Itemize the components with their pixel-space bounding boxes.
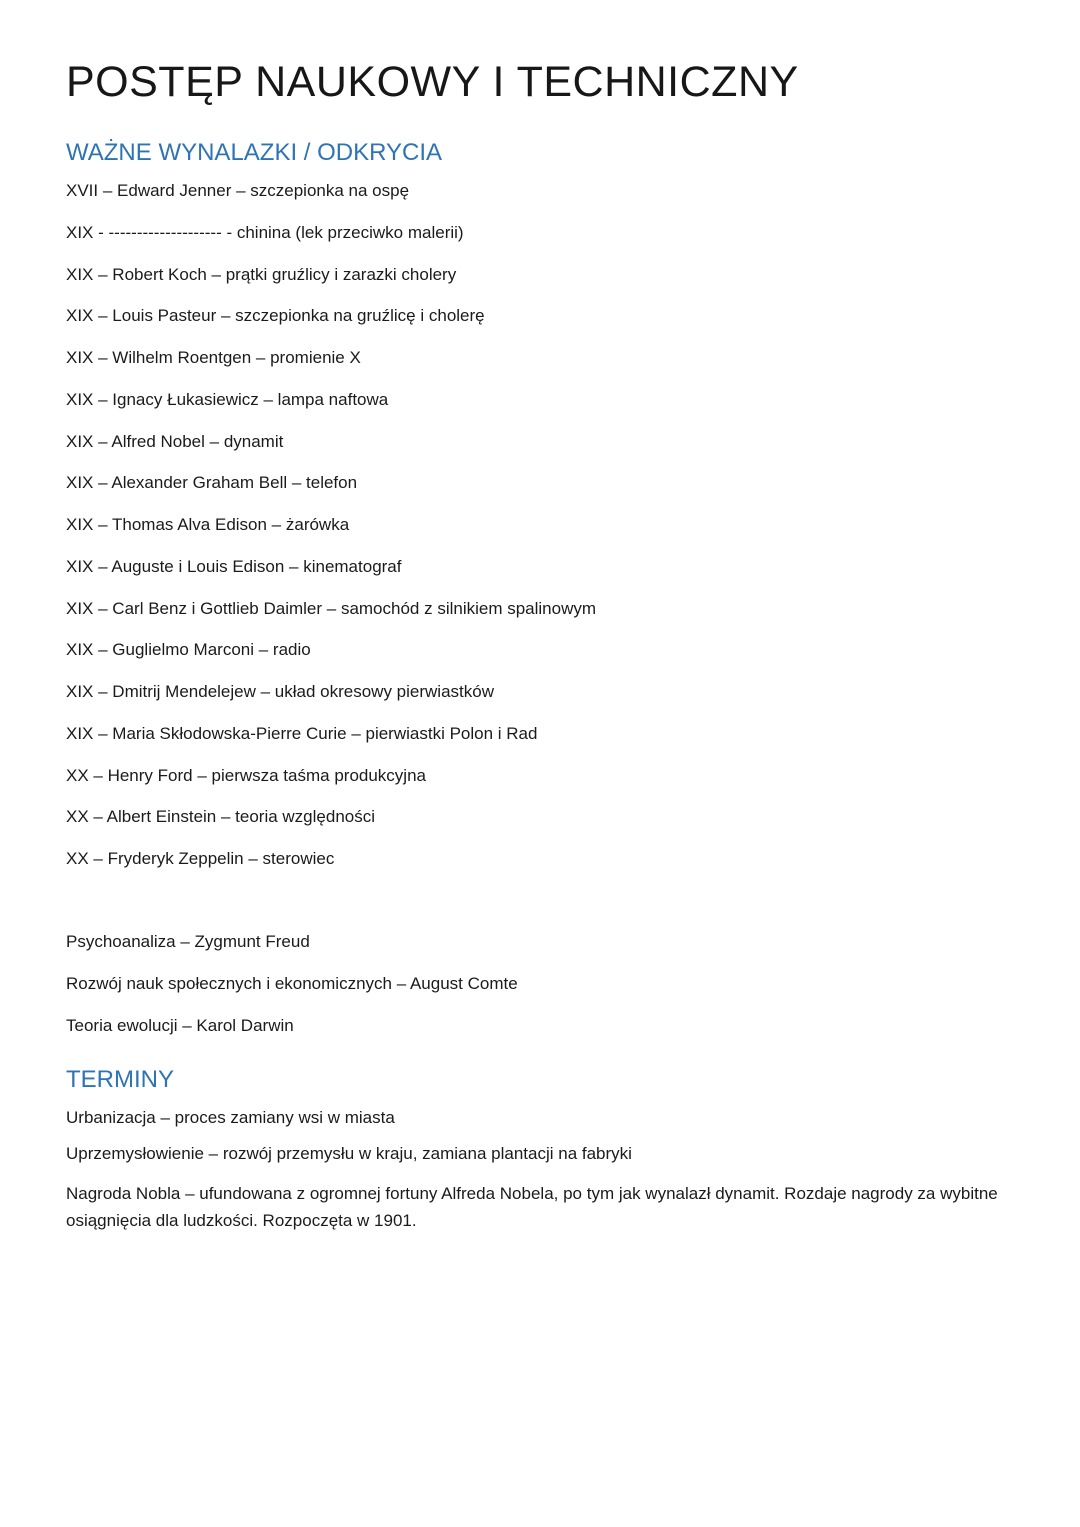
inventions-list — [66, 180, 1014, 869]
list-item: XIX – Alexander Graham Bell – telefon — [66, 473, 358, 493]
section-heading-terms: TERMINY — [66, 1066, 174, 1094]
list-item: XX – Henry Ford – pierwsza taśma produkcyjna — [66, 765, 426, 785]
list-item: XIX – Robert Koch – prątki gruźlicy i zarazki cholery — [66, 264, 457, 284]
page-title: POSTĘP NAUKOWY I TECHNICZNY — [66, 58, 799, 106]
list-item: XIX – Louis Pasteur – szczepionka na gruźlicę i cholerę — [66, 306, 485, 326]
list-item: XVII – Edward Jenner – szczepionka na ospę — [66, 181, 410, 201]
list-item: XIX – Thomas Alva Edison – żarówka — [66, 515, 350, 535]
discoveries-list — [66, 931, 1014, 1036]
term-item: Uprzemysłowienie – rozwój przemysłu w kraju, zamiana plantacji na fabryki — [66, 1144, 632, 1164]
term-item: Urbanizacja – proces zamiany wsi w miasta — [66, 1108, 395, 1128]
list-item: Teoria ewolucji – Karol Darwin — [66, 1015, 294, 1035]
list-item: XIX – Auguste i Louis Edison – kinematograf — [66, 556, 402, 576]
list-item: XIX – Ignacy Łukasiewicz – lampa naftowa — [66, 389, 389, 409]
list-item: XIX – Wilhelm Roentgen – promienie X — [66, 348, 361, 368]
list-item: XX – Fryderyk Zeppelin – sterowiec — [66, 849, 335, 869]
term-item: Nagroda Nobla – ufundowana z ogromnej fortuny Alfreda Nobela, po tym jak wynalazł dynamit. Rozdaje nagrody za wybitne osiągnięcia dla ludzkości. Rozpoczęta w 1901. — [66, 1183, 998, 1230]
list-item: XIX – Maria Skłodowska-Pierre Curie – pierwiastki Polon i Rad — [66, 723, 538, 743]
list-item: Rozwój nauk społecznych i ekonomicznych – August Comte — [66, 974, 518, 994]
list-item: XX – Albert Einstein – teoria względności — [66, 807, 376, 827]
terms-list — [66, 1107, 1014, 1234]
list-item: XIX – Alfred Nobel – dynamit — [66, 431, 284, 451]
list-item: XIX - -------------------- - chinina (lek przeciwko malerii) — [66, 222, 464, 242]
list-item: XIX – Guglielmo Marconi – radio — [66, 640, 311, 660]
list-item: XIX – Carl Benz i Gottlieb Daimler – samochód z silnikiem spalinowym — [66, 598, 597, 618]
list-item: Psychoanaliza – Zygmunt Freud — [66, 932, 310, 952]
section-heading-inventions: WAŻNE WYNALAZKI / ODKRYCIA — [66, 139, 443, 167]
list-item: XIX – Dmitrij Mendelejew – układ okresowy pierwiastków — [66, 682, 494, 702]
